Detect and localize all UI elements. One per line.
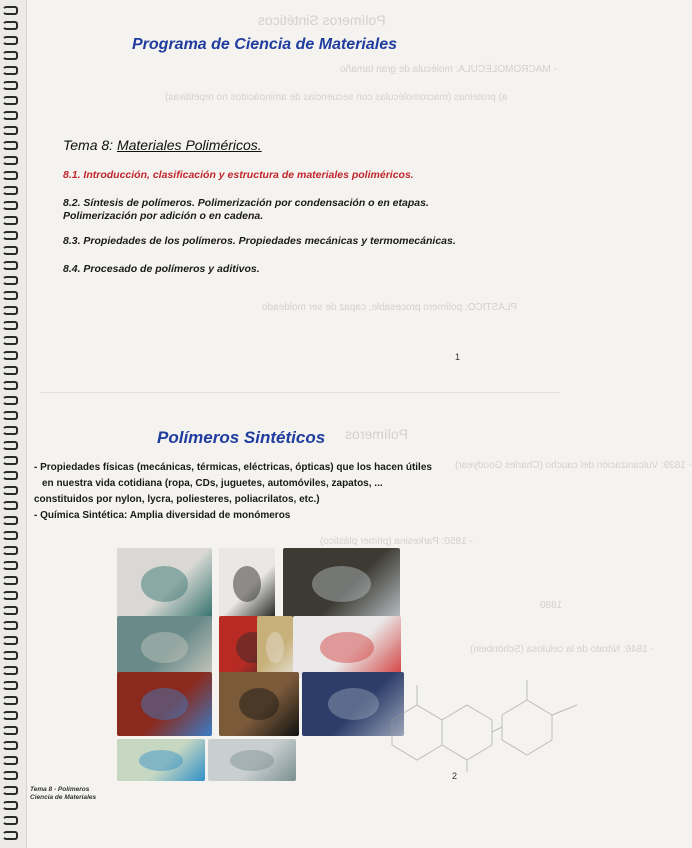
binding-ring (2, 291, 18, 300)
slide-divider (40, 392, 560, 393)
binding-ring (2, 81, 18, 90)
photo-detail (139, 750, 183, 771)
binding-ring (2, 141, 18, 150)
binding-ring (2, 171, 18, 180)
spiral-binding (0, 0, 26, 848)
styrofoam-container-photo (117, 548, 212, 620)
photo-detail (320, 632, 374, 663)
binding-ring (2, 681, 18, 690)
binding-ring (2, 411, 18, 420)
ghost-text: PLÁSTICO: polímero procesable, capaz de ser moldeado (262, 302, 518, 313)
syllabus-item: Polimerización por adición o en cadena. (63, 210, 264, 222)
binding-ring (2, 501, 18, 510)
binding-ring (2, 321, 18, 330)
binding-ring (2, 771, 18, 780)
binding-ring (2, 591, 18, 600)
footer-tag (30, 786, 96, 802)
binding-ring (2, 306, 18, 315)
binding-ring (2, 441, 18, 450)
ghost-text: - 1839: Vulcanización del caucho (Charles Goodyear) (455, 460, 692, 471)
bullet-line: constituidos por nylon, lycra, poliesteres, poliacrilatos, etc.) (34, 494, 320, 505)
page-number: 1 (455, 352, 461, 362)
cd-case-photo (283, 548, 400, 620)
binding-ring (2, 576, 18, 585)
binding-ring (2, 126, 18, 135)
binding-ring (2, 51, 18, 60)
binding-ring (2, 186, 18, 195)
binding-ring (2, 216, 18, 225)
photo-detail (239, 688, 279, 720)
photo-detail (233, 566, 261, 602)
plastic-pipes-photo (117, 616, 212, 678)
binding-ring (2, 741, 18, 750)
plastic-containers-photo (208, 739, 296, 781)
binding-ring (2, 36, 18, 45)
ghost-text: Polímeros Sintéticos (258, 12, 386, 28)
blue-plastic-toy-photo (117, 672, 212, 736)
photo-detail (141, 566, 189, 602)
binding-ring (2, 756, 18, 765)
binding-ring (2, 21, 18, 30)
binding-ring (2, 201, 18, 210)
binding-ring (2, 831, 18, 840)
electronic-device-photo (219, 672, 299, 736)
tema-title: Materiales Poliméricos. (116, 137, 262, 153)
binding-ring (2, 636, 18, 645)
binding-ring (2, 726, 18, 735)
binding-ring (2, 66, 18, 75)
binding-ring (2, 426, 18, 435)
binding-ring (2, 336, 18, 345)
binding-ring (2, 111, 18, 120)
binding-ring (2, 666, 18, 675)
footer-line: Tema 8 - Polímeros (30, 786, 90, 793)
plastic-cups-photo (117, 739, 205, 781)
photo-detail (266, 632, 284, 663)
binding-ring (2, 366, 18, 375)
photo-detail (141, 632, 189, 663)
binding-ring (2, 561, 18, 570)
binding-ring (2, 396, 18, 405)
binding-ring (2, 621, 18, 630)
binding-ring (2, 816, 18, 825)
footer-line: Ciencia de Materiales (30, 794, 97, 801)
photo-detail (230, 750, 274, 771)
syllabus-item: 8.4. Procesado de polímeros y aditivos. (63, 263, 260, 275)
binding-ring (2, 231, 18, 240)
binding-ring (2, 606, 18, 615)
photo-detail (328, 688, 379, 720)
binding-ring (2, 516, 18, 525)
page-number: 2 (452, 771, 458, 781)
binding-ring (2, 276, 18, 285)
air-filter-photo (219, 548, 275, 620)
tema-prefix: Tema 8: (63, 137, 117, 153)
ghost-text: Polímeros (345, 426, 409, 442)
tema-heading (63, 137, 262, 153)
syllabus-item: 8.1. Introducción, clasificación y estructura de materiales poliméricos. (63, 169, 414, 181)
binding-ring (2, 471, 18, 480)
slide1-title: Programa de Ciencia de Materiales (132, 36, 397, 53)
syllabus-item: 8.3. Propiedades de los polímeros. Propiedades mecánicas y termomecánicas. (63, 235, 456, 247)
binding-ring (2, 156, 18, 165)
binding-ring (2, 96, 18, 105)
binding-ring (2, 6, 18, 15)
ghost-text: - MACROMOLÉCULA: molécula de gran tamaño (340, 64, 557, 75)
binding-ring (2, 456, 18, 465)
slide2-title: Polímeros Sintéticos (157, 428, 326, 447)
binding-ring (2, 711, 18, 720)
binding-ring (2, 486, 18, 495)
photo-detail (141, 688, 189, 720)
chemical-structure-drawing (382, 660, 587, 775)
binding-ring (2, 651, 18, 660)
binding-ring (2, 531, 18, 540)
page-edge (26, 0, 27, 848)
twine-spool-photo (257, 616, 293, 678)
binding-ring (2, 351, 18, 360)
bullet-line: en nuestra vida cotidiana (ropa, CDs, juguetes, automóviles, zapatos, ... (42, 478, 383, 489)
binding-ring (2, 786, 18, 795)
binding-ring (2, 381, 18, 390)
binding-ring (2, 246, 18, 255)
syllabus-item: 8.2. Síntesis de polímeros. Polimerización por condensación o en etapas. (63, 197, 429, 209)
binding-ring (2, 801, 18, 810)
binding-ring (2, 546, 18, 555)
ghost-text: 1880 (540, 600, 563, 611)
photo-detail (312, 566, 371, 602)
ghost-text: - 1846: Nitrato de la celulosa (Schönbein) (470, 644, 654, 655)
ghost-text: a) proteínas (macromoléculas con secuencias de aminoácidos no repetitivas) (165, 92, 508, 103)
binding-ring (2, 696, 18, 705)
bullet-line: - Propiedades físicas (mecánicas, térmicas, eléctricas, ópticas) que los hacen útiles (34, 462, 432, 473)
bullet-line: - Química Sintética: Amplia diversidad de monómeros (34, 510, 291, 521)
binding-ring (2, 261, 18, 270)
ghost-text: - 1850: Parkesina (primer plástico) (320, 536, 473, 547)
